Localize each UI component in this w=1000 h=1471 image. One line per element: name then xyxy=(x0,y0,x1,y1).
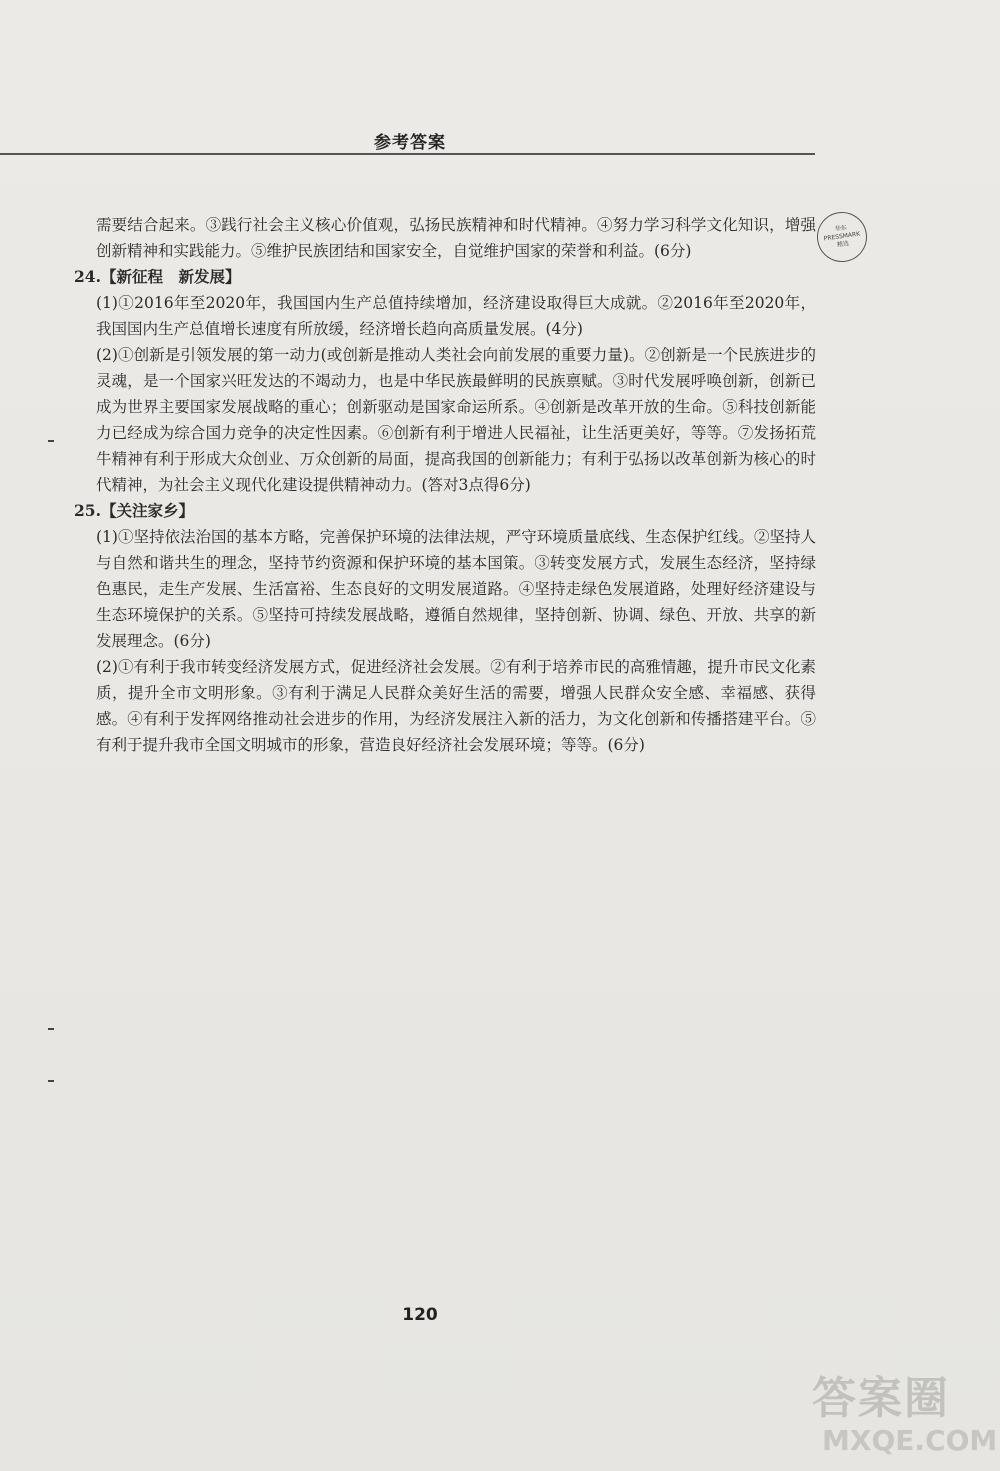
margin-mark xyxy=(48,1028,54,1030)
q25-heading: 25.【关注家乡】 xyxy=(74,501,194,520)
margin-mark xyxy=(48,1080,54,1082)
page-number: 120 xyxy=(402,1305,438,1325)
watermark-logo xyxy=(812,1362,998,1462)
header-rule xyxy=(0,153,815,155)
q25-part-2: (2)①有利于我市转变经济发展方式，促进经济社会发展。②有利于培养市民的高雅情趣，提升市民文化素质，提升全市文明形象。③有利于满足人民群众美好生活的需要，增强人民群众安全感、幸福感、获得感。④有利于发挥网络推动社会进步的作用，为经济发展注入新的活力，为文化创新和传播搭建平台。⑤有利于提升我市全国文明城市的形象，营造良好经济社会发展环境；等等。(6分) xyxy=(96,658,816,754)
page-title: 参考答案 xyxy=(374,133,446,153)
stamp-line: PRESSMARK xyxy=(823,230,861,243)
watermark-text: 答案圈 xyxy=(812,1373,950,1424)
stamp-seal xyxy=(814,209,870,265)
stamp-line: 华东 xyxy=(834,224,848,233)
stamp-line: 精选 xyxy=(836,240,850,249)
watermark-url: MXQE.COM xyxy=(822,1424,998,1457)
q24-part-1: (1)①2016年至2020年，我国国内生产总值持续增加，经济建设取得巨大成就。②2016年至2020年，我国国内生产总值增长速度有所放缓，经济增长趋向高质量发展。(4分) xyxy=(96,294,816,338)
q24-heading: 24.【新征程 新发展】 xyxy=(74,267,241,286)
page-header xyxy=(0,124,815,158)
q24-part-2: (2)①创新是引领发展的第一动力(或创新是推动人类社会向前发展的重要力量)。②创新是一个民族进步的灵魂，是一个国家兴旺发达的不竭动力，也是中华民族最鲜明的民族禀赋。③时代发展呼唤创新，创新已成为世界主要国家发展战略的重心；创新驱动是国家命运所系。④创新是改革开放的生命。⑤科技创新能力已经成为综合国力竞争的决定性因素。⑥创新有利于增进人民福祉，让生活更美好，等等。⑦发扬拓荒牛精神有利于形成大众创业、万众创新的局面，提高我国的创新能力；有利于弘扬以改革创新为核心的时代精神，为社会主义现代化建设提供精神动力。(答对3点得6分) xyxy=(96,346,816,494)
intro-paragraph: 需要结合起来。③践行社会主义核心价值观，弘扬民族精神和时代精神。④努力学习科学文化知识，增强创新精神和实践能力。⑤维护民族团结和国家安全，自觉维护国家的荣誉和利益。(6分) xyxy=(96,216,816,260)
answer-content xyxy=(74,212,816,758)
margin-mark xyxy=(48,440,54,442)
q25-part-1: (1)①坚持依法治国的基本方略，完善保护环境的法律法规，严守环境质量底线、生态保护红线。②坚持人与自然和谐共生的理念，坚持节约资源和保护环境的基本国策。③转变发展方式，发展生态经济，坚持绿色惠民，走生产发展、生活富裕、生态良好的文明发展道路。④坚持走绿色发展道路，处理好经济建设与生态环境保护的关系。⑤坚持可持续发展战略，遵循自然规律，坚持创新、协调、绿色、开放、共享的新发展理念。(6分) xyxy=(96,528,816,650)
